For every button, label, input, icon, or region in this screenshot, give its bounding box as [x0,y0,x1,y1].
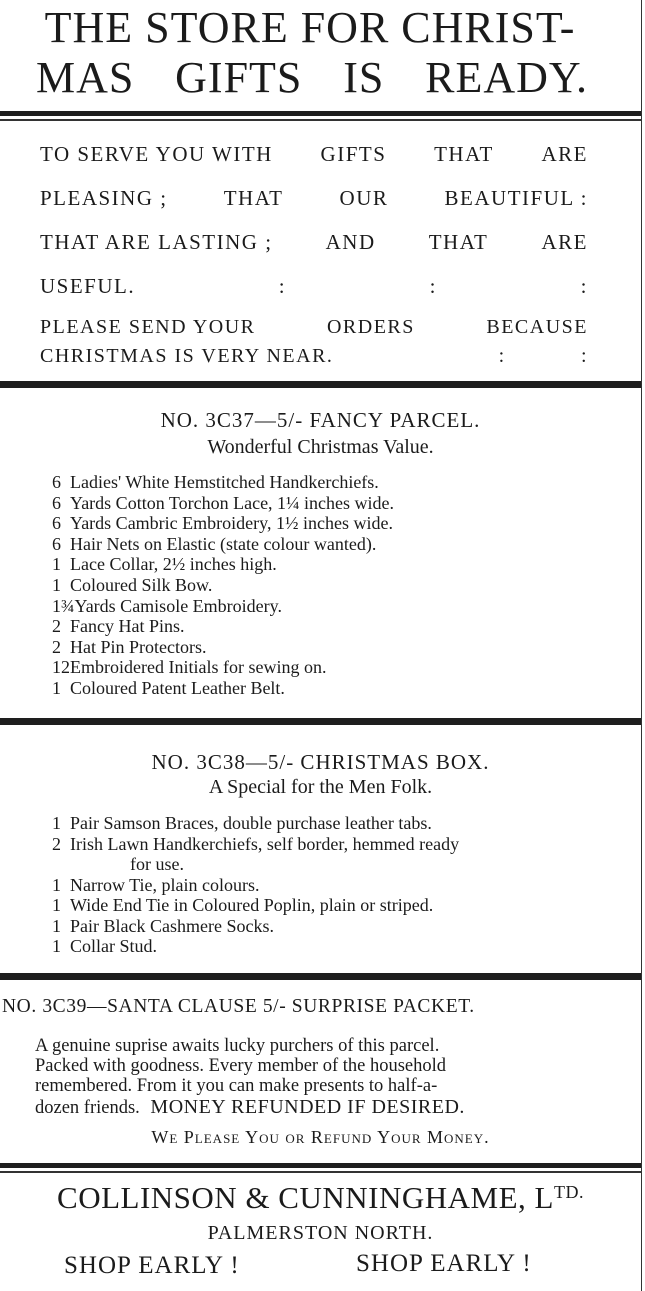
item-description: Fancy Hat Pins. [70,616,185,637]
parcel-title: NO. 3C39—SANTA CLAUSE 5/- SURPRISE PACKET. [2,996,475,1017]
company-name-text: COLLINSON & CUNNINGHAME, L [57,1180,554,1215]
shop-early-slogan: SHOP EARLY ! [64,1252,240,1279]
intro-text: USEFUL. [40,274,136,298]
item-quantity: 1 [52,813,61,833]
item-quantity: 6 [52,533,61,554]
intro-line-5 [40,316,588,339]
intro-text: AND [325,230,376,254]
list-item [52,554,277,575]
intro-text: ARE [541,230,588,254]
item-quantity: 6 [52,513,61,534]
intro-text: GIFTS [320,142,387,166]
list-item [52,575,212,596]
list-item [52,513,393,534]
divider [0,718,641,725]
item-quantity: 1 [52,874,61,895]
intro-line-1 [40,142,588,167]
divider [0,119,641,121]
intro-text: : [498,345,506,367]
intro-text: BECAUSE [486,316,588,338]
item-description: Yards Cambric Embroidery, 1½ inches wide. [70,513,393,534]
divider [0,1171,641,1173]
parcel-title: NO. 3C38—5/- CHRISTMAS BOX. [151,750,490,774]
list-item [52,616,185,637]
intro-text: : [429,274,438,298]
item-quantity: 1¾ [52,595,75,616]
item-quantity: 1 [52,895,61,915]
intro-text: PLEASING ; [40,186,168,210]
item-quantity: 6 [52,472,61,492]
intro-line-4 [40,274,588,299]
item-quantity: 1 [52,678,61,698]
intro-text: PLEASE SEND YOUR [40,316,256,338]
item-description: Ladies' White Hemstitched Handkerchiefs. [70,472,379,492]
intro-text: BEAUTIFUL : [444,186,588,210]
parcel-subtitle: A Special for the Men Folk. [208,776,433,798]
intro-line-6 [40,345,588,368]
list-item [52,916,274,937]
item-description: Collar Stud. [70,936,158,956]
intro-text: THAT [428,230,489,254]
intro-text: ORDERS [326,316,415,338]
company-name [0,1180,641,1216]
item-description: Coloured Patent Leather Belt. [70,678,285,698]
intro-text: ARE [541,142,588,166]
parcel-subtitle: Wonderful Christmas Value. [207,436,434,458]
company-suffix: TD. [553,1182,584,1202]
shop-early-slogan: SHOP EARLY ! [356,1250,532,1277]
item-quantity: 2 [52,636,61,657]
intro-text: THAT [223,186,284,210]
intro-text: THAT [434,142,494,166]
item-quantity: 12 [52,657,70,678]
intro-text: : [278,274,287,298]
item-description: Wide End Tie in Coloured Poplin, plain or striped. [70,895,434,915]
item-description: Irish Lawn Handkerchiefs, self border, hemmed ready [70,833,460,854]
item-description: Lace Collar, 2½ inches high. [70,554,277,575]
parcel-body-line: Packed with goodness. Every member of the household [35,1056,447,1076]
intro-line-2 [40,186,588,211]
list-item [52,678,285,699]
item-description: Pair Samson Braces, double purchase leather tabs. [70,813,432,833]
item-description: Narrow Tie, plain colours. [70,874,260,895]
headline-word: READY. [425,53,588,102]
list-item [52,875,259,896]
parcel-title: NO. 3C37—5/- FANCY PARCEL. [160,408,481,432]
list-item [52,472,379,493]
list-item [52,895,433,916]
list-item [52,813,432,834]
parcel-body-text: dozen friends. [35,1098,140,1118]
list-item [130,854,184,875]
intro-text: CHRISTMAS IS VERY NEAR. [40,345,334,367]
divider [0,381,641,388]
list-item [52,657,326,678]
item-quantity: 6 [52,492,61,513]
item-quantity: 1 [52,554,61,575]
parcel-body-line: A genuine suprise awaits lucky purchers of this parcel. [35,1036,440,1056]
parcel-body-line: remembered. From it you can make presents to half-a- [35,1076,438,1096]
list-item [52,596,282,617]
list-item [52,936,157,957]
company-town: PALMERSTON NORTH. [207,1222,434,1244]
intro-text: TO SERVE YOU WITH [40,142,273,166]
item-quantity: 1 [52,915,61,936]
list-item [52,493,394,514]
headline-line-2 [36,52,588,103]
intro-line-3 [40,230,588,255]
list-item [52,534,376,555]
headline-word: IS [343,53,385,102]
list-item [52,637,207,658]
refund-notice: MONEY REFUNDED IF DESIRED. [150,1096,465,1118]
divider [0,111,641,116]
intro-text: THAT ARE LASTING ; [40,230,273,254]
intro-text: OUR [339,186,389,210]
headline-line-1: THE STORE FOR CHRIST- [44,3,576,52]
item-quantity: 2 [52,616,61,637]
item-quantity: 1 [52,936,61,956]
headline-word: MAS [36,53,135,102]
item-quantity: 2 [52,833,61,854]
divider [0,1163,641,1168]
item-description: Hair Nets on Elastic (state colour wanted). [70,533,377,554]
item-description: Pair Black Cashmere Socks. [70,915,274,936]
guarantee-line: We Please You or Refund Your Money. [151,1127,490,1147]
intro-text: : [580,274,588,298]
item-description: Yards Camisole Embroidery. [74,595,282,616]
item-description: Hat Pin Protectors. [70,636,207,657]
item-description: Yards Cotton Torchon Lace, 1¼ inches wide. [70,492,395,513]
list-item [52,834,459,855]
intro-text: : [580,345,588,367]
item-description: for use. [130,854,184,874]
headline-word: GIFTS [175,53,303,102]
item-quantity: 1 [52,575,61,595]
item-description: Embroidered Initials for sewing on. [70,657,327,678]
divider [0,973,641,980]
parcel-body-line [35,1096,465,1119]
item-description: Coloured Silk Bow. [70,575,213,595]
